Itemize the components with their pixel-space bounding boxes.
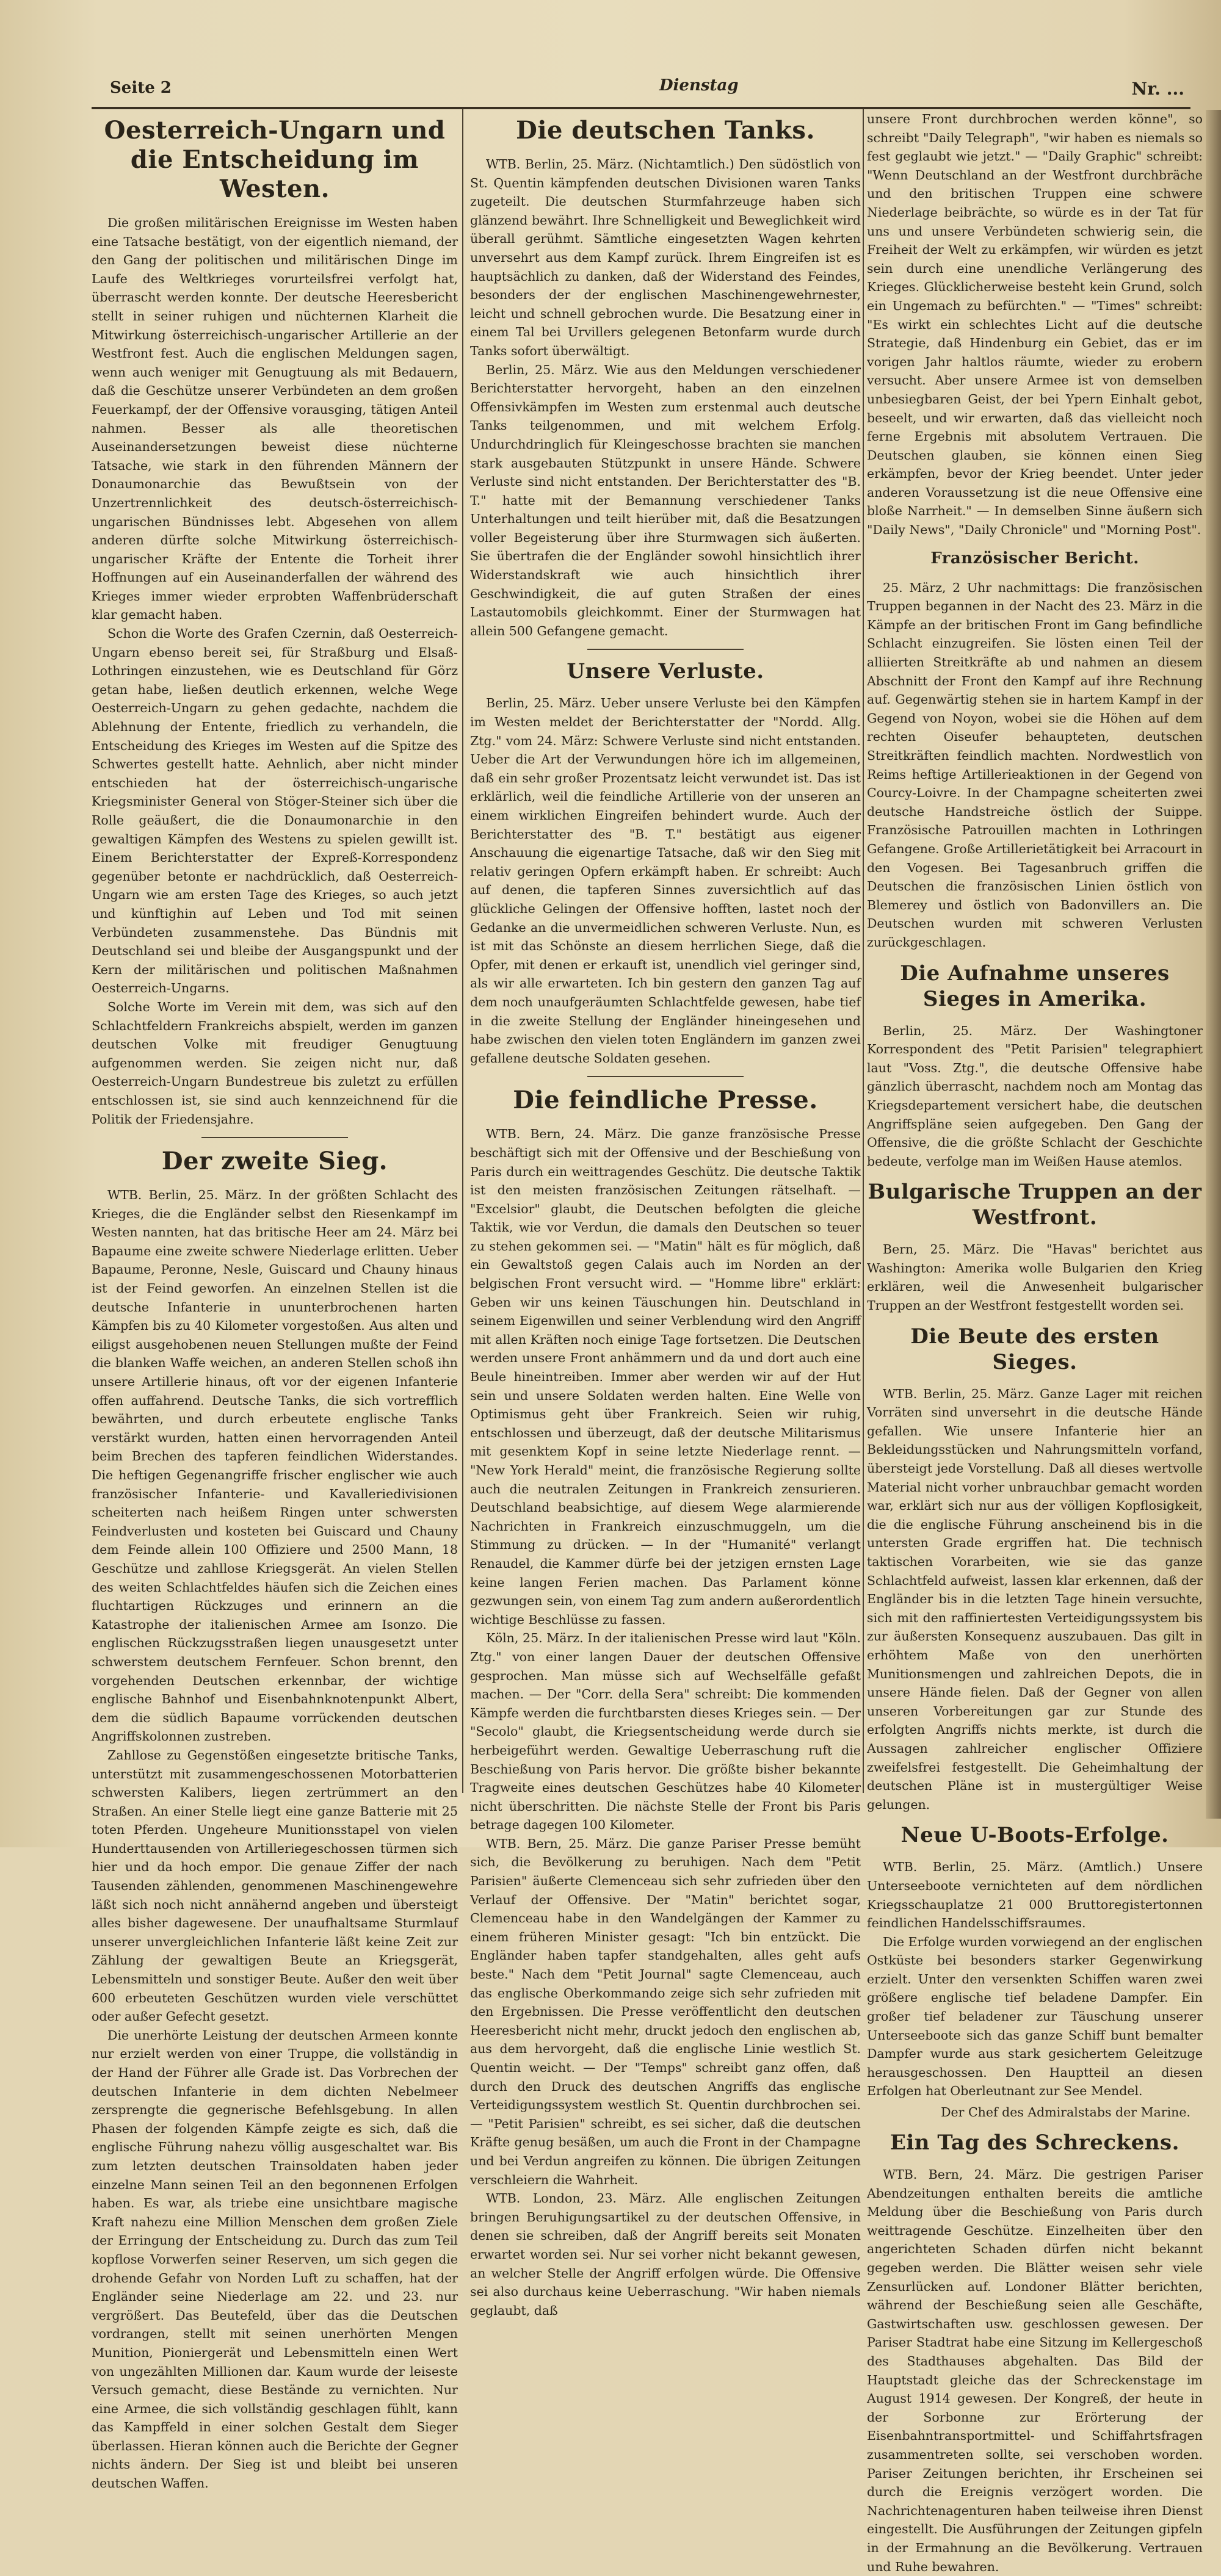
- article-separator: [587, 649, 744, 650]
- article-title: Die Aufnahme unseres Sieges in Amerika.: [900, 961, 1170, 1011]
- article-paragraph: Berlin, 25. März. Wie aus den Meldungen verschiedener Berichterstatter hervorgeht, haben an den einzelnen Offensivkämpfen im Westen zum erstenmal auch deutsche Tanks teilgenommen, und mit welchem Erfolg. Undurchdringlich für Kleingeschosse brachten sie manchen stark ausgebauten Stützpunkt in unsere Hände. Schwere Verluste sind nicht entstanden. Der Berichterstatter des "B. T." hatte mit der Bemannung verschiedener Tanks Unterhaltungen und teilt hierüber mit, daß die Besatzungen voller Begeisterung über ihre Sturmwagen sich äußerten. Sie übertrafen die der Engländer sowohl hinsichtlich ihrer Widerstandskraft wie auch hinsichtlich ihrer Geschwindigkeit, die auf guten Straßen der eines Lastautomobils gleichkommt. Einer der Sturmwagen hat allein 500 Gefangene gemacht.: [470, 362, 861, 638]
- article-paragraph: Bern, 25. März. Die "Havas" berichtet aus Washington: Amerika wolle Bulgarien den Krieg erklären, weil die Anwesenheit bulgarischer Truppen an der Westfront festgestellt worden sei.: [867, 1242, 1203, 1313]
- header-rule: [92, 107, 1190, 109]
- column-rule-1: [462, 109, 463, 1793]
- column-3: [867, 110, 1203, 2574]
- column-1: [92, 110, 458, 2491]
- article-signature: Der Chef des Admiralstabs der Marine.: [941, 2105, 1190, 2120]
- article-paragraph: Zahllose zu Gegenstößen eingesetzte britische Tanks, unterstützt mit zusammengeschossenen Motorbatterien schwersten Kalibers, liegen zertrümmert an den Straßen. An einer Stelle liegt eine ganze Batterie mit 25 toten Pferden. Ungeheure Munitionsstapel von vielen Hunderttausenden von Artilleriegeschossen türmen sich hier und da hoch empor. Die genaue Ziffer der nach Tausenden zählenden, genommenen Maschinengewehre läßt sich noch nicht annähernd angeben und übersteigt alles bisher dagewesene. Der unaufhaltsame Sturmlauf unserer unvergleichlichen Infanterie läßt keine Zeit zur Zählung der gewaltigen Beute an Kriegsgerät, Lebensmitteln und sonstiger Beute. Außer den weit über 600 erbeuteten Geschützen wurden viele verschüttet oder außer Gefecht gesetzt.: [92, 1747, 458, 2024]
- article-title: Der zweite Sieg.: [161, 1147, 388, 1176]
- article-paragraph: WTB. London, 23. März. Alle englischen Zeitungen bringen Beruhigungsartikel zu der deutschen Offensive, in denen sie schreiben, daß der Angriff bereits seit Monaten erwartet worden sei. Nur sei vorher nicht bekannt gewesen, an welcher Stelle der Angriff erfolgen würde. Die Offensive sei also durchaus keine Ueberraschung. "Wir haben niemals geglaubt, daß: [470, 2191, 861, 2318]
- article-paragraph: Köln, 25. März. In der italienischen Presse wird laut "Köln. Ztg." von einer langen Dauer der deutschen Offensive gesprochen. Man müsse sich auf Wechselfälle gefaßt machen. — Der "Corr. della Sera" schreibt: Die kommenden Kämpfe werden die furchtbarsten dieses Krieges sein. — Der "Secolo" glaubt, die Kriegsentscheidung werde durch sie herbeigeführt werden. Gewaltige Ueberraschung ruft die Beschießung von Paris hervor. Die größte bisher bekannte Tragweite eines deutschen Geschützes habe 40 Kilometer nicht überschritten. Die nächste Stelle der Front bis Paris betrage dagegen 100 Kilometer.: [470, 1631, 861, 1833]
- page-header: [92, 76, 1203, 107]
- column-2: [470, 110, 861, 2318]
- page-edge-shadow: [1206, 110, 1221, 1819]
- article-title: Ein Tag des Schreckens.: [889, 2130, 1180, 2156]
- weekday: Dienstag: [659, 76, 739, 95]
- article-title: Neue U-Boots-Erfolge.: [900, 1823, 1169, 1848]
- article-oesterreich-ungarn: [92, 116, 458, 1128]
- page-number: Seite 2: [110, 79, 172, 97]
- article-paragraph: unsere Front durchbrochen werden könne", so schreibt "Daily Telegraph", "wir haben es niemals so fest geglaubt wie jetzt." — "Daily Graphic" schreibt: "Wenn Deutschland an der Westfront durchbräche und den britischen Truppen eine schwere Niederlage beibrächte, so würde es in der Tat für uns und unsere Verbündeten schwierig sein, die Freiheit der Welt zu erkämpfen, wir würden es jetzt sein durch eine unendliche Verlängerung des Krieges. Glücklicherweise besteht kein Grund, solch ein Ungemach zu befürchten." — "Times" schreibt: "Es wirkt ein schlechtes Licht auf die deutsche Strategie, daß Hindenburg ein Gebiet, das er im vorigen Jahr haltlos räumte, wieder zu erobern versucht. Aber unsere Armee ist von demselben unbesiegbaren Geist, der bei Ypern Einhalt gebot, beseelt, und wir erwarten, daß das vielleicht noch ferne Ergebnis mit absolutem Vertrauen. Die Deutschen glauben, sie können einen Sieg erkämpfen, bevor der Krieg beendet. Unter jeder anderen Voraussetzung ist die neue Offensive eine bloße Narrheit." — In demselben Sinne äußern sich "Daily News", "Daily Chronicle" und "Morning Post".: [867, 112, 1203, 538]
- article-paragraph: WTB. Bern, 24. März. Die ganze französische Presse beschäftigt sich mit der Offensive und der Beschießung von Paris durch ein weittragendes Geschütz. Die deutsche Taktik ist den meisten französischen Zeitungen rätselhaft. — "Excelsior" glaubt, die Deutschen befolgten die gleiche Taktik, wie vor Verdun, die damals den Deutschen so teuer zu stehen gekommen sei. — "Matin" hält es für möglich, daß ein Gewaltstoß gegen Calais auch im Norden an der belgischen Front versucht wird. — "Homme libre" erklärt: Geben wir uns keinen Täuschungen hin. Deutschland in seinem Eigenwillen und seiner Verblendung wird den Angriff mit allen Kräften noch einige Tage fortsetzen. Die Deutschen werden unsere Front anhämmern und da und dort auch eine Beule hineintreiben. Immer aber werden wir auf der Hut sein und unsere Soldaten werden halten. Eine Welle von Optimismus geht über Frankreich. Seien wir ruhig, entschlossen und überzeugt, daß der deutsche Militarismus mit gesenktem Kopf in seine letzte Niederlage rennt. — "New York Herald" meint, die französische Regierung sollte auch die neutralen Zeitungen in Frankreich zensurieren. Deutschland beabsichtige, auf diesem Wege alarmierende Nachrichten in Frankreich einzuschmuggeln, um die Stimmung zu drücken. — In der "Humanité" verlangt Renaudel, die Kammer dürfe bei der jetzigen ernsten Lage keine langen Ferien machen. Das Parlament könne gezwungen sein, von einem Tag zum andern außerordentlich wichtige Beschlüsse zu fassen.: [470, 1127, 861, 1627]
- article-paragraph: 25. März, 2 Uhr nachmittags: Die französischen Truppen begannen in der Nacht des 23. März in die Kämpfe an der britischen Front im Gang befindliche Schlacht einzugreifen. Sie lösten einen Teil der alliierten Streitkräfte ab und nahmen an diesem Abschnitt der Front den Kampf auf ihre Rechnung auf. Gegenwärtig stehen sie in hartem Kampf in der Gegend von Noyon, wobei sie die Höhen auf dem rechten Oiseufer behaupteten, deutschen Streitkräften feindlich machten. Nordwestlich von Reims heftige Artillerieaktionen in der Gegend von Courcy-Loivre. In der Champagne scheiterten zwei deutsche Handstreiche östlich der Suippe. Französische Patrouillen machten in Lothringen Gefangene. Große Artillerietätigkeit bei Arracourt in den Vogesen. Bei Tagesanbruch griffen die Deutschen die französischen Linien östlich von Blemerey und östlich von Badonvillers an. Die Deutschen wurden mit schweren Verlusten zurückgeschlagen.: [867, 580, 1203, 950]
- article-separator: [587, 1076, 744, 1077]
- article-aufnahme-amerika: [867, 961, 1203, 1171]
- column-rule-2: [863, 109, 864, 1793]
- article-paragraph: WTB. Bern, 24. März. Die gestrigen Pariser Abendzeitungen enthalten bereits die amtliche Meldung über die Beschießung von Paris durch weittragende Geschütze. Einzelheiten über den angerichteten Schaden dürfen nicht bekannt gegeben werden. Die Blätter weisen sehr viele Zensurlücken auf. Londoner Blätter berichten, während der Beschießung seien alle Geschäfte, Gastwirtschaften usw. geschlossen gewesen. Der Pariser Stadtrat habe eine Sitzung im Kellergeschoß des Stadthauses abgehalten. Das Bild der Hauptstadt gleiche das der Schreckenstage im August 1914 gewesen. Der Kongreß, der heute in der Sorbonne zur Erörterung der Eisenbahntransportmittel- und Schiffahrtsfragen zusammentreten sollte, sei verschoben worden. Pariser Zeitungen berichten, ihr Erscheinen sei durch die Ereignis verzögert worden. Die Nachrichtenagenturen haben teilweise ihren Dienst eingestellt. Die Ausführungen der Zeitungen gipfeln in der Ermahnung an die Bevölkerung. Vertrauen und Ruhe bewahren.: [867, 2167, 1203, 2574]
- article-paragraph: WTB. Berlin, 25. März. In der größten Schlacht des Krieges, die die Engländer selbst den Riesenkampf im Westen nannten, hat das britische Heer am 24. März bei Bapaume eine zweite schwere Niederlage erlitten. Ueber Bapaume, Peronne, Nesle, Guiscard und Chauny hinaus ist der Feind geworfen. An einzelnen Stellen ist die deutsche Infanterie in ununterbrochenen harten Kämpfen bis zu 40 Kilometer vorgestoßen. Aus alten und eiligst ausgehobenen neuen Stellungen mußte der Feind die blanken Waffe weichen, an anderen Stellen schoß ihn unsere Artillerie hinaus, oft vor der eigenen Infanterie offen auffahrend. Deutsche Tanks, die sich vortrefflich bewährten, und durch erbeutete englische Tanks verstärkt wurden, hatten einen hervorragenden Anteil beim Brechen des tapferen feindlichen Widerstandes. Die heftigen Gegenangriffe frischer englischer wie auch französischer Infanterie- und Kavalleriedivisionen scheiterten nach heißem Ringen unter schwersten Feindverlusten und kosteten bei Guiscard und Chauny dem Feinde allein 100 Offiziere und 2500 Mann, 18 Geschütze und zahllose Kriegsgerät. An vielen Stellen des weiten Schlachtfeldes häufen sich die Zeichen eines fluchtartigen Rückzuges und erinnern an die Katastrophe der italienischen Armee am Isonzo. Die englischen Rückzugsstraßen liegen unausgesetzt unter schwerstem deutschem Fernfeuer. Schon brennt, den vorgehenden Deutschen erkennbar, der wichtige englische Bahnhof und Eisenbahnknotenpunkt Albert, dem die südlich Bapaume vorrückenden deutschen Angriffskolonnen zustreben.: [92, 1188, 458, 1744]
- article-zweite-sieg: [92, 1147, 458, 2493]
- article-continuation: [867, 110, 1203, 539]
- article-paragraph: Solche Worte im Verein mit dem, was sich auf den Schlachtfeldern Frankreichs abspielt, werden im ganzen deutschen Volke mit freudiger Genugtuung aufgenommen werden. Sie zeigen nicht nur, daß Oesterreich-Ungarn Bundestreue bis zuletzt zu erfüllen entschlossen ist, sie sind auch kennzeichnend für die Politik der Friedensjahre.: [92, 999, 458, 1127]
- article-beute-ersten-sieges: [867, 1324, 1203, 1814]
- article-paragraph: Berlin, 25. März. Ueber unsere Verluste bei den Kämpfen im Westen meldet der Berichterstatter der "Nordd. Allg. Ztg." vom 24. März: Schwere Verluste sind nicht entstanden. Ueber die Art der Verwundungen höre ich im allgemeinen, daß ein sehr großer Prozentsatz leicht verwundet ist. Das ist erklärlich, weil die feindliche Artillerie von der unseren an einem wirklichen Eingreifen behindert wurde. Auch der Berichterstatter des "B. T." bestätigt aus eigener Anschauung die eigenartige Tatsache, daß wir den Sieg mit relativ geringen Opfern erkämpft haben. Er schreibt: Auch auf denen, die tapferen Sinnes zuversichtlich auf das glückliche Gelingen der Offensive hofften, lastet noch der Gedanke an die unvermeidlichen schweren Verluste. Nun, es ist mit das Schönste an diesem herrlichen Siege, daß die Opfer, mit denen er erkauft ist, unendlich viel geringer sind, als wir alle erwarteten. Ich bin gestern den ganzen Tag auf dem noch unaufgeräumten Schlachtfelde gewesen, habe tief in die zweite Stellung der Engländer hineingesehen und habe zwischen den vielen toten Engländern im ganzen zwei gefallene deutsche Soldaten gesehen.: [470, 696, 861, 1066]
- article-paragraph: Die unerhörte Leistung der deutschen Armeen konnte nur erzielt werden von einer Truppe, die vollständig in der Hand der Führer alle Grade ist. Das Vorbrechen der deutschen Infanterie in dem dichten Nebelmeer zersprengte die gegnerische Befehlsgebung. In allen Phasen der folgenden Kämpfe zeigte es sich, daß die englische Führung nahezu völlig ausgeschaltet war. Bis zum letzten deutschen Trainsoldaten haben jeder einzelne Mann seinen Teil an den begonnenen Erfolgen haben. Es war, als triebe eine unsichtbare magische Kraft nahezu eine Million Menschen dem großen Ziele der Erringung der Entscheidung zu. Durch das zum Teil kopflose Vorwerfen seiner Reserven, um sich gegen die drohende Gefahr von Norden Luft zu schaffen, hat der Engländer seine Niederlage am 22. und 23. nur vergrößert. Das Beutefeld, über das die Deutschen vordrangen, stellt mit seinen unerhörten Mengen Munition, Pioniergerät und Lebensmitteln einen Wert von ungezählten Millionen dar. Kaum wurde der leiseste Versuch gemacht, diese Bestände zu vernichten. Nur eine Armee, die sich vollständig geschlagen fühlt, kann das Kampffeld in einer solchen Gestalt dem Sieger überlassen. Hieran können auch die Berichte der Gegner nichts ändern. Der Sieg ist und bleibt bei unseren deutschen Waffen.: [92, 2027, 458, 2491]
- article-paragraph: Berlin, 25. März. Der Washingtoner Korrespondent des "Petit Parisien" telegraphiert laut "Voss. Ztg.", die deutsche Offensive habe gänzlich überrascht, nachdem noch am Montag das Kriegsdepartement versichert habe, die deutschen Angriffspläne seien aufgegeben. Den Gang der Offensive, die die größte Schlacht der Geschichte bedeute, verfolge man im Weißen Hause atemlos.: [867, 1023, 1203, 1169]
- article-paragraph: WTB. Bern, 25. März. Die ganze Pariser Presse bemüht sich, die Bevölkerung zu beruhigen. Nach dem "Petit Parisien" äußerte Clemenceau sich sehr zufrieden über den Verlauf der Offensive. Der "Matin" berichtet sogar, Clemenceau habe in den Wandelgängen der Kammer zu einem früheren Minister gesagt: "Ich bin entzückt. Die Engländer haben tapfer standgehalten, alles geht aufs beste." Nach dem "Petit Journal" sagte Clemenceau, auch das englische Oberkommando zeige sich sehr zufrieden mit den Ergebnissen. Die Presse veröffentlicht den deutschen Heeresbericht nicht mehr, druckt jedoch den englischen ab, aus dem hervorgeht, daß die englische Linie westlich St. Quentin weicht. — Der "Temps" schreibt ganz offen, daß durch den Druck des deutschen Angriffs das englische Verteidigungssystem westlich St. Quentin durchbrochen sei. — "Petit Parisien" schreibt, es sei sicher, daß die deutschen Kräfte genug besäßen, um auch die Front in der Champagne und bei Verdun angreifen zu können. Die übrigen Zeitungen verschleiern die Wahrheit.: [470, 1836, 861, 2187]
- article-tag-des-schreckens: [867, 2130, 1203, 2576]
- article-bulgarische-truppen: [867, 1179, 1203, 1315]
- article-title: Oesterreich-Ungarn und die Entscheidung im Westen.: [104, 116, 446, 203]
- article-u-boots-erfolge: [867, 1822, 1203, 2121]
- article-deutsche-tanks: [470, 116, 861, 640]
- article-unsere-verluste: [470, 658, 861, 1067]
- issue-number: Nr. ...: [1131, 79, 1184, 99]
- article-paragraph: WTB. Berlin, 25. März. (Nichtamtlich.) Den südöstlich von St. Quentin kämpfenden deutschen Divisionen waren Tanks zugeteilt. Die deutschen Sturmfahrzeuge haben sich glänzend bewährt. Ihre Schnelligkeit und Beweglichkeit wird überall gerühmt. Sämtliche eingesetzten Wagen kehrten unversehrt aus dem Kampf zurück. Ihrem Eingreifen ist es hauptsächlich zu danken, daß der Widerstand des Feindes, besonders der der englischen Maschinengewehrnester, leicht und schnell gebrochen wurde. Die Besatzung einer in einem Tal bei Urvillers gelegenen Betonfarm wurde durch Tanks sofort überwältigt.: [470, 157, 861, 358]
- article-separator: [201, 1137, 348, 1138]
- article-title: Unsere Verluste.: [567, 659, 764, 684]
- article-title: Bulgarische Truppen an der Westfront.: [868, 1180, 1202, 1230]
- article-title: Die feindliche Presse.: [513, 1086, 818, 1115]
- article-title: Die deutschen Tanks.: [516, 116, 815, 145]
- article-title: Die Beute des ersten Sieges.: [910, 1324, 1159, 1374]
- article-paragraph: Die Erfolge wurden vorwiegend an der englischen Ostküste bei besonders starker Gegenwirkung erzielt. Unter den versenkten Schiffen waren zwei größere englische tief beladene Dampfer. Ein großer tief beladener zur Täuschung unserer Unterseeboote sich das ganze Schiff bunt bemalter Dampfer wurde aus stark gesichertem Geleitzuge herausgeschossen. Den Hauptteil an diesen Erfolgen hat Oberleutnant zur See Mendel.: [867, 1934, 1203, 2099]
- article-franzoesischer-bericht: [867, 548, 1203, 952]
- article-paragraph: Die großen militärischen Ereignisse im Westen haben eine Tatsache bestätigt, von der eigentlich niemand, der den Gang der politischen und militärischen Dinge im Laufe des Weltkrieges vorurteilsfrei verfolgt hat, überrascht werden konnte. Der deutsche Heeresbericht stellt in seiner ruhigen und nüchternen Klarheit die Mitwirkung österreichisch-ungarischer Artillerie an der Westfront fest. Auch die englischen Meldungen sagen, wenn auch weniger mit Genugtuung als mit Bedauern, daß die Geschütze unserer Verbündeten an dem großen Feuerkampf, der der Offensive vorausging, tätigen Anteil nahmen. Besser als alle theoretischen Auseinandersetzungen beweist diese nüchterne Tatsache, wie stark in den führenden Männern der Donaumonarchie das Bewußtsein von der Unzertrennlichkeit des deutsch-österreichisch-ungarischen Bündnisses lebt. Abgesehen von allem anderen dürfte solche Mitwirkung österreichisch-ungarischer Kräfte der Entente die Torheit ihrer Hoffnungen auf ein Auseinanderfallen der während des Krieges immer wieder erprobten Waffenbrüderschaft klar gemacht haben.: [92, 215, 458, 622]
- article-paragraph: WTB. Berlin, 25. März. (Amtlich.) Unsere Unterseeboote vernichteten auf dem nördlichen Kriegsschauplatze 21 000 Bruttoregistertonnen feindlichen Handelsschiffsraumes.: [867, 1860, 1203, 1931]
- article-feindliche-presse: [470, 1086, 861, 2320]
- article-title: Französischer Bericht.: [930, 549, 1139, 568]
- article-paragraph: Schon die Worte des Grafen Czernin, daß Oesterreich-Ungarn ebenso bereit sei, für Straßburg und Elsaß-Lothringen einzustehen, wie es Deutschland für Görz getan habe, ließen deutlich erkennen, welche Wege Oesterreich-Ungarn zu gehen gedachte, nachdem die Ablehnung der Entente, friedlich zu verhandeln, die Entscheidung des Krieges im Westen auf die Spitze des Schwertes gestellt hatte. Aehnlich, aber nicht minder entschieden hat der österreichisch-ungarische Kriegsminister General von Stöger-Steiner sich über die Rolle geäußert, die die Donaumonarchie in den gewaltigen Kämpfen des Westens zu spielen gewillt ist. Einem Berichterstatter der Expreß-Korrespondenz gegenüber betonte er nachdrücklich, daß Oesterreich-Ungarn wie am ersten Tage des Krieges, so auch jetzt und künftighin auf Leben und Tod mit seinen Verbündeten zusammenstehe. Das Bündnis mit Deutschland sei und bleibe der Ausgangspunkt und der Kern der militärischen und politischen Maßnahmen Oesterreich-Ungarns.: [92, 626, 458, 996]
- article-paragraph: WTB. Berlin, 25. März. Ganze Lager mit reichen Vorräten sind unversehrt in die deutsche Hände gefallen. Wie unsere Infanterie hier an Bekleidungsstücken und Nahrungsmitteln vorfand, übersteigt jede Vorstellung. Daß all dieses wertvolle Material nicht vorher unbrauchbar gemacht worden war, erklärt sich nur aus der völligen Kopflosigkeit, die die englische Führung anscheinend bis in die untersten Grade ergriffen hat. Die technisch taktischen Vorarbeiten, wie sie das ganze Schlachtfeld aufweist, lassen klar erkennen, daß der Engländer bis in die letzten Tage hinein versuchte, sich mit den raffiniertesten Verteidigungssystem bis zur äußersten Konsequenz auszubauen. Das gilt in erhöhtem Maße von den unerhörten Munitionsmengen und zahlreichen Depots, die in unsere Hände fielen. Daß der Gegner von allen unseren Vorbereitungen gar zur Stunde des erfolgten Angriffs nichts merkte, ist durch die Aussagen zahlreicher englischer Offiziere zweifelsfrei festgestellt. Die Geheimhaltung der deutschen Pläne ist in mustergültiger Weise gelungen.: [867, 1386, 1203, 1812]
